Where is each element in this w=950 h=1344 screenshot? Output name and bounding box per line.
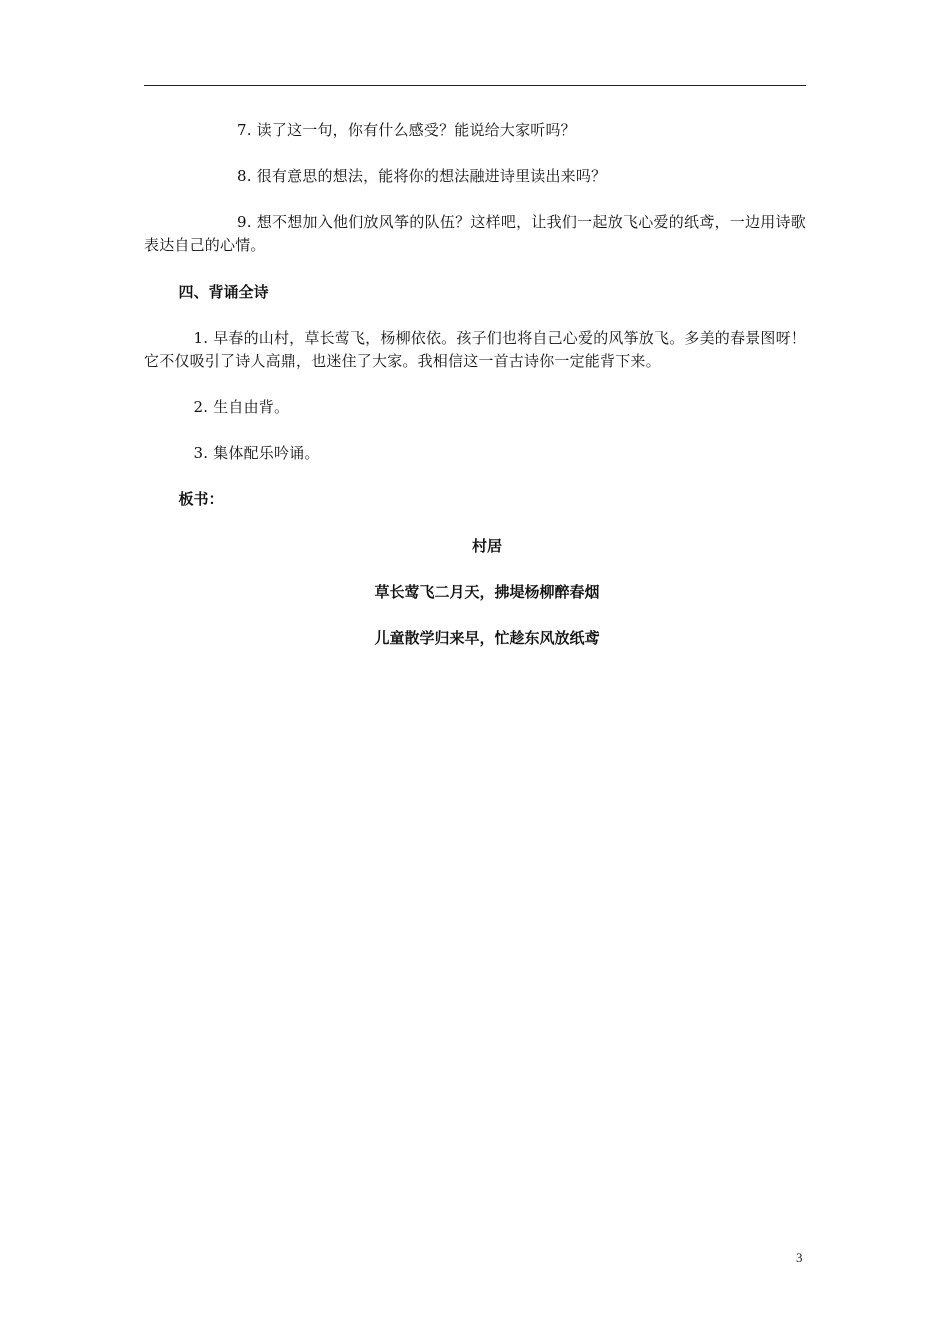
paragraph-question-9: 9. 想不想加入他们放风筝的队伍？这样吧，让我们一起放飞心爱的纸鸢，一边用诗歌表达自己的心情。 <box>144 213 806 255</box>
poem-line-2: 儿童散学归来早，忙趁东风放纸鸢 <box>374 628 600 647</box>
poem-line-1: 草长莺飞二月天，拂堤杨柳醉春烟 <box>374 582 600 601</box>
paragraph-recite-2: 2. 生自由背。 <box>193 397 290 416</box>
paragraph-recite-3: 3. 集体配乐吟诵。 <box>193 444 320 463</box>
section-heading-recite: 四、背诵全诗 <box>178 282 269 301</box>
page-number: 3 <box>796 1250 803 1265</box>
header-rule <box>144 85 806 86</box>
poem-title: 村居 <box>471 536 502 555</box>
paragraph-question-8: 8. 很有意思的想法，能将你的想法融进诗里读出来吗？ <box>237 167 607 186</box>
paragraph-recite-1: 1. 早春的山村，草长莺飞，杨柳依依。孩子们也将自己心爱的风筝放飞。多美的春景图呀！它不仅吸引了诗人高鼎，也迷住了大家。我相信这一首古诗你一定能背下来。 <box>144 328 806 370</box>
board-label: 板书： <box>178 490 224 509</box>
document-body <box>144 119 806 673</box>
paragraph-question-7: 7. 读了这一句，你有什么感受？能说给大家听吗？ <box>237 121 576 139</box>
